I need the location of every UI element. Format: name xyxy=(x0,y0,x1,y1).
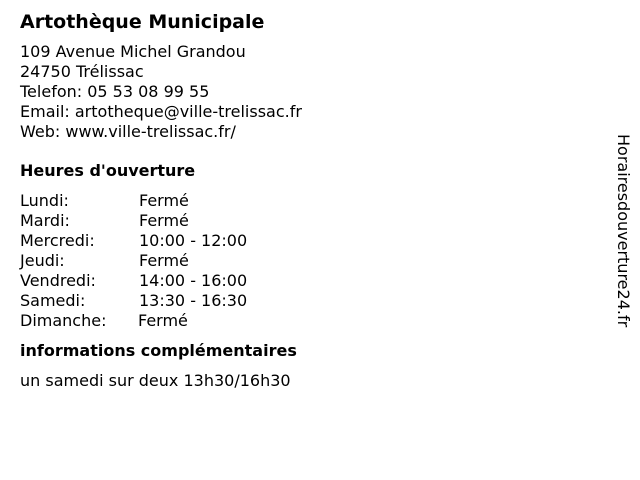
hours-value: Fermé xyxy=(138,311,188,330)
hours-row-friday xyxy=(20,271,590,291)
day-label: Vendredi: xyxy=(20,271,96,290)
hours-row-thursday xyxy=(20,251,590,271)
day-label: Lundi: xyxy=(20,191,69,210)
email-address: Email: artotheque@ville-trelissac.fr xyxy=(20,102,302,121)
hours-row-sunday xyxy=(20,311,590,331)
day-label: Mercredi: xyxy=(20,231,95,250)
additional-info-text: un samedi sur deux 13h30/16h30 xyxy=(20,371,291,390)
address-block xyxy=(20,42,590,142)
hours-row-monday xyxy=(20,191,590,211)
hours-value: 14:00 - 16:00 xyxy=(139,271,248,290)
day-label: Samedi: xyxy=(20,291,86,310)
address-city: 24750 Trélissac xyxy=(20,62,144,81)
hours-value: 13:30 - 16:30 xyxy=(139,291,248,310)
hours-value: Fermé xyxy=(139,251,189,270)
page-title: Artothèque Municipale xyxy=(20,11,265,33)
hours-value: 10:00 - 12:00 xyxy=(139,231,248,250)
additional-info-heading: informations complémentaires xyxy=(20,341,297,360)
site-watermark-label: Horairesdouverture24.fr xyxy=(614,134,633,328)
day-label: Mardi: xyxy=(20,211,70,230)
day-label: Jeudi: xyxy=(20,251,65,270)
address-street: 109 Avenue Michel Grandou xyxy=(20,42,246,61)
hours-row-saturday xyxy=(20,291,590,311)
hours-value: Fermé xyxy=(139,211,189,230)
website: Web: www.ville-trelissac.fr/ xyxy=(20,122,236,141)
location-card xyxy=(20,9,590,391)
opening-hours-table xyxy=(20,191,590,331)
phone-number: Telefon: 05 53 08 99 55 xyxy=(20,82,210,101)
opening-hours-heading: Heures d'ouverture xyxy=(20,161,196,180)
day-label: Dimanche: xyxy=(20,311,107,330)
hours-value: Fermé xyxy=(139,191,189,210)
hours-row-tuesday xyxy=(20,211,590,231)
hours-row-wednesday xyxy=(20,231,590,251)
